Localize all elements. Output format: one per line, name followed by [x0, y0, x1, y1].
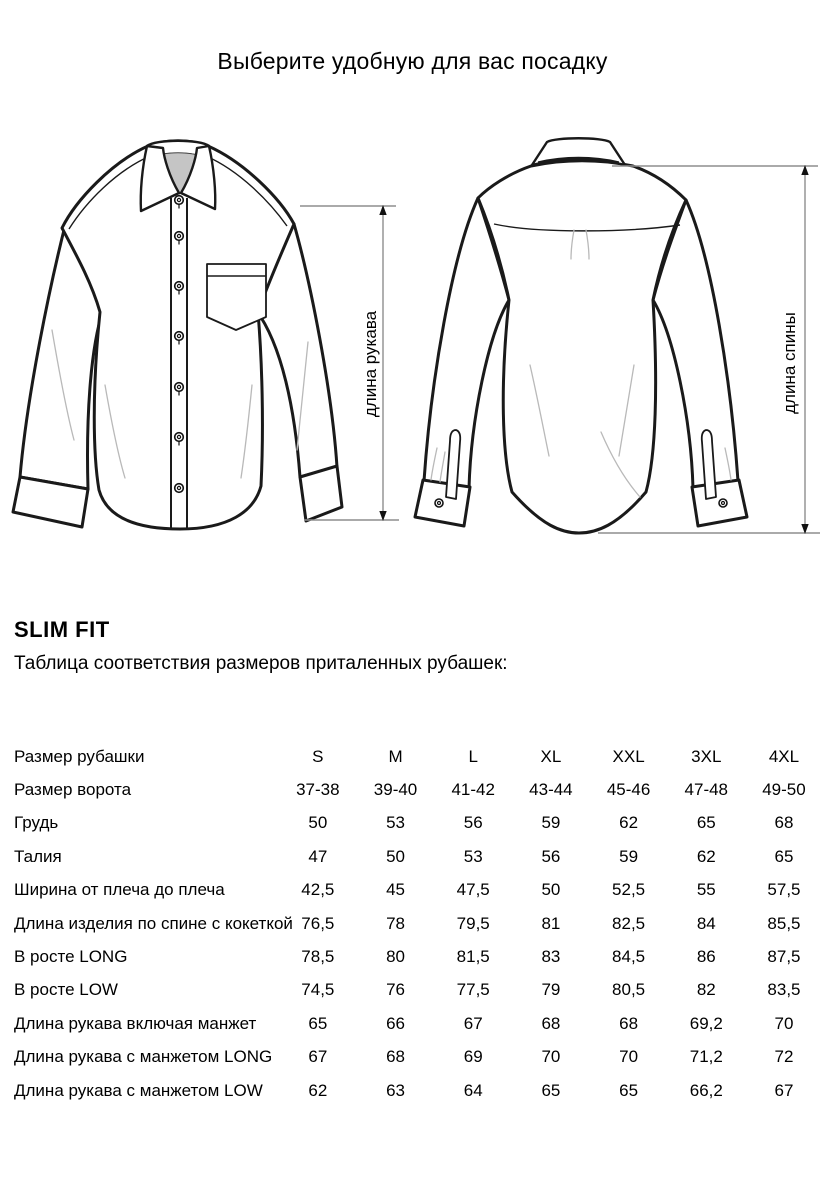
- row-value: 43-44: [529, 780, 573, 800]
- row-value: 45-46: [606, 780, 651, 800]
- row-value: 87,5: [767, 947, 801, 967]
- row-value: 71,2: [689, 1047, 723, 1067]
- row-value: 65: [541, 1080, 561, 1100]
- row-label: Длина рукава с манжетом LONG: [14, 1047, 273, 1067]
- row-value: 56: [463, 813, 483, 833]
- row-value: 65: [774, 846, 794, 866]
- row-value: 81: [541, 913, 561, 933]
- row-value: 80,5: [612, 980, 646, 1000]
- row-value: 86: [696, 947, 716, 967]
- row-value: 68: [619, 1013, 639, 1033]
- row-value: 72: [774, 1047, 794, 1067]
- table-row: [14, 773, 825, 806]
- row-value: 59: [541, 813, 561, 833]
- row-value: 53: [386, 813, 405, 833]
- row-value: 82,5: [612, 913, 646, 933]
- row-value: 76: [386, 980, 405, 1000]
- row-value: 77,5: [456, 980, 490, 1000]
- row-value: 82: [696, 980, 716, 1000]
- row-value: 68: [386, 1047, 405, 1067]
- row-value: 76,5: [301, 913, 335, 933]
- row-value: 68: [541, 1013, 561, 1033]
- row-value: 47-48: [684, 780, 729, 800]
- row-value: 66: [386, 1013, 405, 1033]
- row-value: 78: [386, 913, 405, 933]
- row-value: 53: [463, 846, 483, 866]
- table-row: [14, 940, 825, 973]
- row-value: 69: [463, 1047, 483, 1067]
- row-value: 47,5: [456, 880, 490, 900]
- row-value: 67: [774, 1080, 794, 1100]
- back-length-label: длина спины: [780, 312, 799, 414]
- row-value: 57,5: [767, 880, 801, 900]
- row-value: 4XL: [768, 746, 800, 766]
- table-row: [14, 974, 825, 1007]
- row-label: Длина рукава с манжетом LOW: [14, 1080, 263, 1100]
- table-row: [14, 807, 825, 840]
- table-row: [14, 874, 825, 907]
- table-row: [14, 1007, 825, 1040]
- section-heading: SLIM FIT: [14, 617, 110, 642]
- row-value: 67: [463, 1013, 483, 1033]
- table-row: [14, 1041, 825, 1074]
- row-value: 79,5: [456, 913, 490, 933]
- row-value: 41-42: [451, 780, 495, 800]
- row-value: 62: [619, 813, 639, 833]
- row-value: 45: [386, 880, 405, 900]
- row-value: 3XL: [691, 746, 722, 766]
- row-value: 65: [619, 1080, 639, 1100]
- row-value: 83: [541, 947, 561, 967]
- table-row: [14, 1074, 825, 1107]
- row-value: 84,5: [612, 947, 646, 967]
- shirt-size-diagram: [0, 130, 825, 570]
- table-row: [14, 840, 825, 873]
- sleeve-length-label: длина рукава: [361, 310, 380, 418]
- row-value: 55: [696, 880, 716, 900]
- row-value: 50: [386, 846, 405, 866]
- row-label: В росте LONG: [14, 947, 128, 967]
- row-value: 70: [619, 1047, 639, 1067]
- row-value: 70: [541, 1047, 561, 1067]
- row-value: 63: [386, 1080, 405, 1100]
- row-value: 62: [696, 846, 716, 866]
- row-value: 81,5: [456, 947, 490, 967]
- row-value: 79: [541, 980, 561, 1000]
- row-value: 65: [696, 813, 716, 833]
- row-value: 78,5: [301, 947, 335, 967]
- row-label: Ширина от плеча до плеча: [14, 880, 225, 900]
- row-value: XXL: [612, 746, 645, 766]
- shirt-front-drawing: [13, 141, 342, 529]
- row-label: Грудь: [14, 813, 59, 833]
- row-label: В росте LOW: [14, 980, 118, 1000]
- row-value: 64: [463, 1080, 483, 1100]
- row-value: L: [468, 746, 478, 766]
- table-row: [14, 740, 825, 773]
- row-value: 70: [774, 1013, 794, 1033]
- row-value: 83,5: [767, 980, 801, 1000]
- row-value: 74,5: [301, 980, 335, 1000]
- row-value: 47: [308, 846, 328, 866]
- row-value: 80: [386, 947, 405, 967]
- row-value: 42,5: [301, 880, 335, 900]
- row-value: 62: [308, 1080, 328, 1100]
- row-value: 67: [308, 1047, 328, 1067]
- row-value: 50: [541, 880, 561, 900]
- row-value: 84: [696, 913, 716, 933]
- row-value: 68: [774, 813, 794, 833]
- row-label: Талия: [14, 846, 62, 866]
- row-value: 56: [541, 846, 561, 866]
- row-value: 50: [308, 813, 328, 833]
- size-table-body: [14, 740, 825, 1107]
- row-label: Размер рубашки: [14, 746, 145, 766]
- row-value: XL: [540, 746, 562, 766]
- row-label: Длина изделия по спине с кокеткой: [14, 913, 293, 933]
- section-subtitle: Таблица соответствия размеров приталенных рубашек:: [14, 653, 508, 674]
- row-label: Размер ворота: [14, 780, 132, 800]
- row-value: 59: [619, 846, 639, 866]
- row-value: S: [312, 746, 324, 766]
- row-value: 85,5: [767, 913, 801, 933]
- row-value: 69,2: [689, 1013, 723, 1033]
- page-title: Выберите удобную для вас посадку: [217, 48, 608, 74]
- row-value: 66,2: [689, 1080, 723, 1100]
- table-row: [14, 907, 825, 940]
- row-value: 39-40: [373, 780, 418, 800]
- row-value: 37-38: [296, 780, 340, 800]
- row-value: 65: [308, 1013, 328, 1033]
- shirt-diagram-svg: [0, 130, 825, 570]
- shirt-back-drawing: [415, 138, 747, 533]
- row-value: 49-50: [762, 780, 806, 800]
- row-label: Длина рукава включая манжет: [14, 1013, 257, 1033]
- row-value: M: [388, 746, 403, 766]
- row-value: 52,5: [612, 880, 646, 900]
